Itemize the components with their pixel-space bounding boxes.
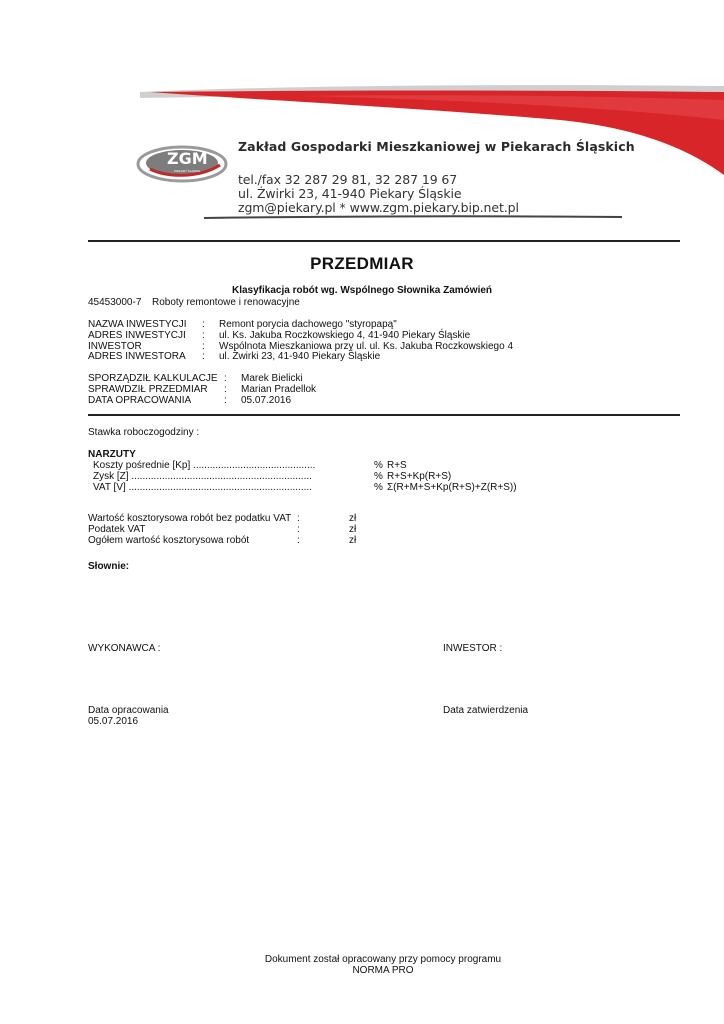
investor-sep: : — [202, 341, 205, 352]
company-name: Zakład Gospodarki Mieszkaniowej w Piekarach Śląskich — [238, 139, 635, 154]
section-divider — [88, 414, 680, 416]
total-gross-unit: zł — [349, 535, 357, 546]
investment-name-label: NAZWA INWESTYCJI — [88, 319, 187, 330]
investment-address-value: ul. Ks. Jakuba Roczkowskiego 4, 41-940 Piekary Śląskie — [219, 330, 471, 341]
total-net-label: Wartość kosztorysowa robót bez podatku VAT — [88, 513, 292, 524]
approval-date-label: Data zatwierdzenia — [443, 705, 529, 716]
investment-name-value: Remont porycia dachowego "styropapą" — [219, 319, 397, 330]
investor-address-sep: : — [202, 351, 205, 362]
surcharge-vat-label: VAT [V] .................................................................. — [93, 482, 312, 493]
company-email-web: zgm@piekary.pl * www.zgm.piekary.bip.net.pl — [238, 200, 519, 215]
surcharge-profit-label: Zysk [Z] ................................................................. — [93, 471, 312, 482]
surcharge-profit-formula: R+S+Kp(R+S) — [387, 471, 452, 482]
surcharge-indirect-label: Koszty pośrednie [Kp] ............................................ — [93, 460, 316, 471]
prepared-by-value: Marek Bielicki — [241, 373, 303, 384]
investment-address-sep: : — [202, 330, 205, 341]
company-phone: tel./fax 32 287 29 81, 32 287 19 67 — [238, 172, 458, 187]
investment-name-sep: : — [202, 319, 205, 330]
investor-address-label: ADRES INWESTORA — [88, 351, 186, 362]
total-gross-label: Ogółem wartość kosztorysowa robót — [88, 535, 250, 546]
letterhead-rule-line — [204, 216, 622, 218]
investment-address-label: ADRES INWESTYCJI — [88, 330, 186, 341]
total-gross-sep: : — [297, 535, 300, 546]
zgm-logo-text: ZGM — [167, 149, 208, 168]
prep-date-label: Data opracowania — [88, 705, 169, 716]
footer-line-1: Dokument został opracowany przy pomocy programu — [264, 954, 502, 965]
vat-tax-sep: : — [297, 524, 300, 535]
preparation-date-label: DATA OPRACOWANIA — [88, 395, 192, 406]
cpv-label: Roboty remontowe i renowacyjne — [152, 297, 300, 308]
zgm-logo-subtext: PIEKARY ŚLĄSKIE — [174, 169, 201, 173]
vat-tax-label: Podatek VAT — [88, 524, 146, 535]
investor-value: Wspólnota Mieszkaniowa przy ul. ul. Ks. Jakuba Roczkowskiego 4 — [219, 341, 514, 352]
checked-by-label: SPRAWDZIŁ PRZEDMIAR — [88, 384, 208, 395]
title-top-rule — [88, 240, 680, 242]
prep-date-value: 05.07.2016 — [88, 716, 139, 727]
contractor-label: WYKONAWCA : — [88, 643, 161, 654]
rate-label: Stawka roboczogodziny : — [88, 427, 200, 438]
investor-address-value: ul. Żwirki 23, 41-940 Piekary Śląskie — [219, 351, 381, 362]
checked-by-value: Marian Pradellok — [241, 384, 317, 395]
total-net-unit: zł — [349, 513, 357, 524]
surcharge-profit-unit: % — [374, 471, 383, 482]
surcharge-vat-formula: Σ(R+M+S+Kp(R+S)+Z(R+S)) — [387, 482, 517, 493]
vat-tax-unit: zł — [349, 524, 357, 535]
investor-signature-label: INWESTOR : — [443, 643, 503, 654]
surcharge-indirect-unit: % — [374, 460, 383, 471]
zgm-logo — [136, 143, 228, 183]
preparation-date-value: 05.07.2016 — [241, 395, 292, 406]
surcharge-vat-unit: % — [374, 482, 383, 493]
cpv-code: 45453000-7 — [88, 297, 142, 308]
prepared-by-sep: : — [224, 373, 227, 384]
prepared-by-label: SPORZĄDZIŁ KALKULACJE — [88, 373, 218, 384]
investor-label: INWESTOR — [88, 341, 142, 352]
checked-by-sep: : — [224, 384, 227, 395]
company-address: ul. Żwirki 23, 41-940 Piekary Śląskie — [238, 186, 462, 201]
amount-in-words-label: Słownie: — [88, 561, 130, 572]
surcharge-indirect-formula: R+S — [387, 460, 407, 471]
classification-heading: Klasyfikacja robót wg. Wspólnego Słownika Zamówień — [231, 285, 493, 296]
document-title: PRZEDMIAR — [310, 254, 414, 273]
footer-line-2: NORMA PRO — [352, 965, 414, 976]
total-net-sep: : — [297, 513, 300, 524]
surcharges-heading: NARZUTY — [88, 449, 136, 460]
preparation-date-sep: : — [224, 395, 227, 406]
